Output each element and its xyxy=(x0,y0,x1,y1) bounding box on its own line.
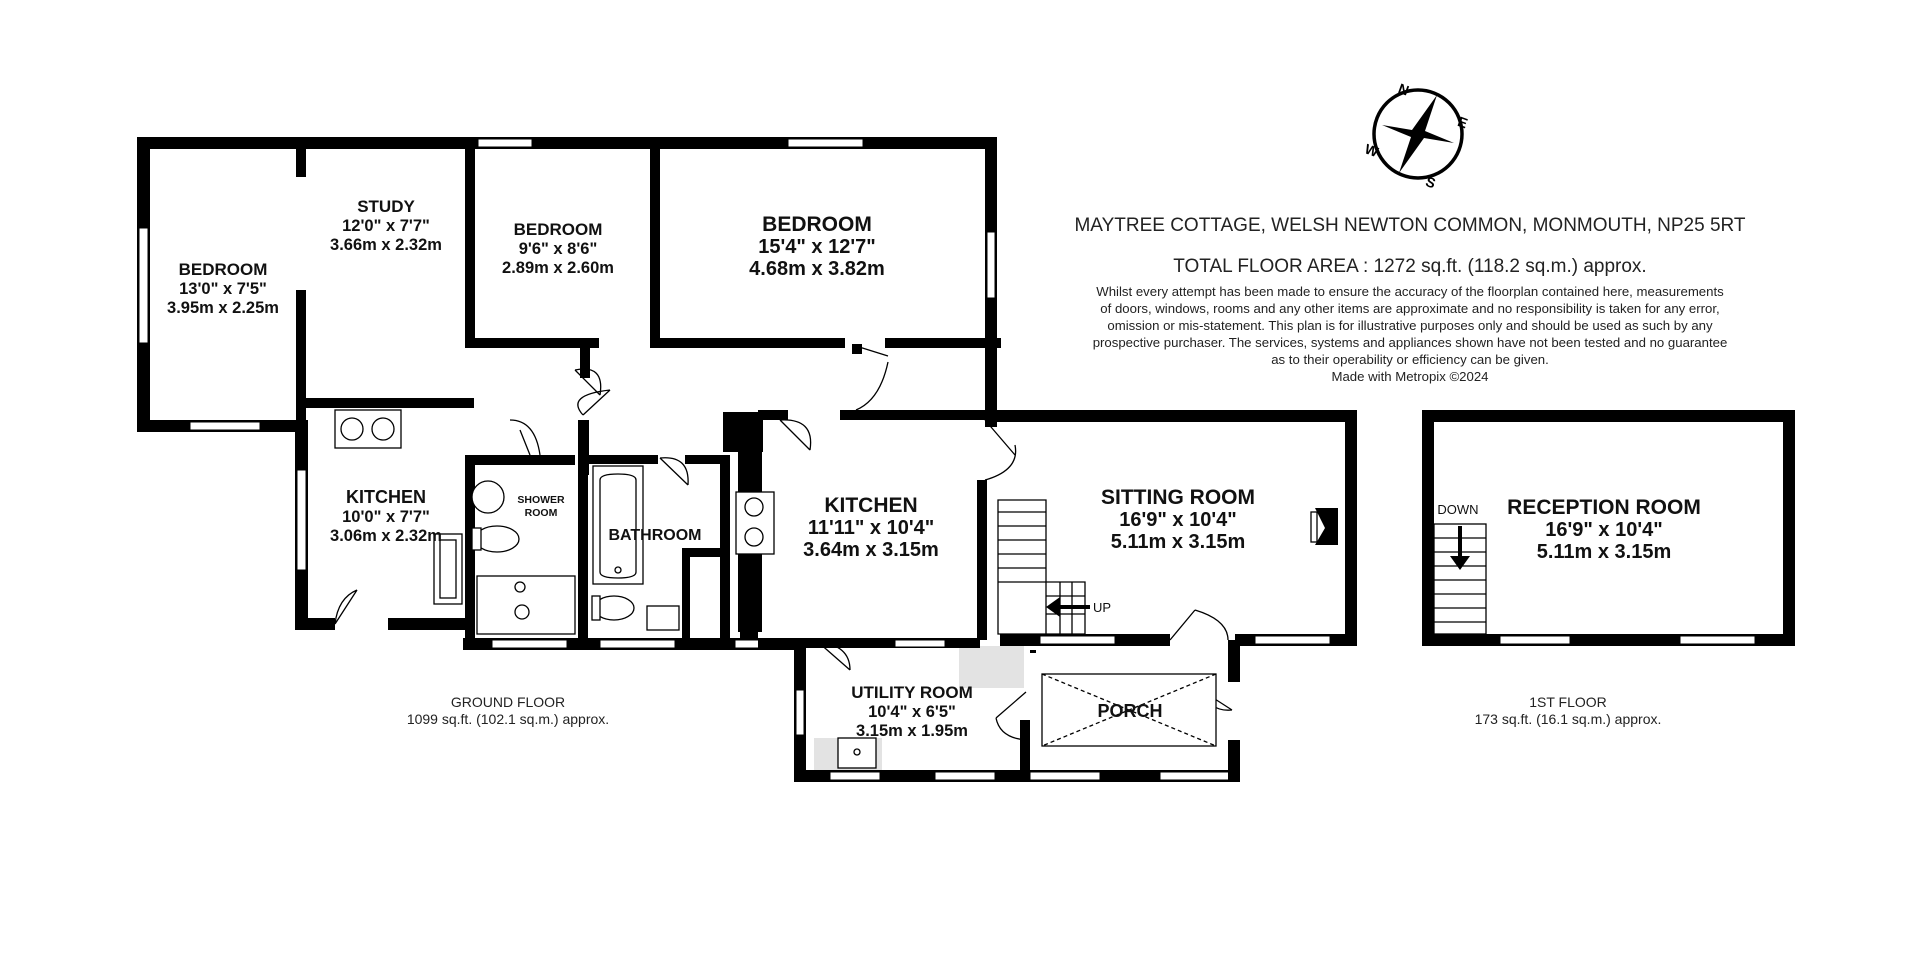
floor-area: 173 sq.ft. (16.1 sq.m.) approx. xyxy=(1474,711,1662,727)
room-name: PORCH xyxy=(1097,701,1163,721)
stairs-up-label: UP xyxy=(1092,600,1112,615)
floor-label: GROUND FLOOR xyxy=(450,694,566,710)
room-name: BATHROOM xyxy=(608,527,702,544)
total-floor-area: TOTAL FLOOR AREA : 1272 sq.ft. (118.2 sq.m.) approx. xyxy=(1173,256,1647,277)
disclaimer-credit: Made with Metropix ©2024 xyxy=(1331,369,1489,384)
disclaimer-line: Whilst every attempt has been made to ensure the accuracy of the floorplan contained here, measurements xyxy=(1096,284,1724,299)
room-imperial: 16'9" x 10'4" xyxy=(1545,519,1663,541)
stairs-down-label: DOWN xyxy=(1437,502,1479,517)
room-metric: 5.11m x 3.15m xyxy=(1110,531,1246,553)
room-imperial: 12'0" x 7'7" xyxy=(342,217,430,235)
compass-north: N xyxy=(1396,80,1412,99)
room-kitchen-main xyxy=(803,494,939,561)
room-metric: 3.95m x 2.25m xyxy=(167,299,279,317)
room-metric: 3.06m x 2.32m xyxy=(330,527,442,545)
room-metric: 2.89m x 2.60m xyxy=(502,259,614,277)
property-address: MAYTREE COTTAGE, WELSH NEWTON COMMON, MONMOUTH, NP25 5RT xyxy=(1074,215,1746,236)
room-utility-room xyxy=(851,683,973,740)
room-imperial: 16'9" x 10'4" xyxy=(1119,509,1237,531)
room-bathroom xyxy=(608,527,701,544)
disclaimer-line: prospective purchaser. The services, systems and appliances shown have not been tested and no guarantee xyxy=(1092,335,1728,350)
floor-area: 1099 sq.ft. (102.1 sq.m.) approx. xyxy=(406,711,610,727)
room-name: STUDY xyxy=(357,197,415,216)
room-name: KITCHEN xyxy=(346,487,426,507)
room-name: UTILITY ROOM xyxy=(851,683,973,702)
room-study xyxy=(330,197,442,254)
room-kitchen-small xyxy=(330,487,442,545)
compass-star-icon xyxy=(1382,95,1454,173)
room-imperial: 9'6" x 8'6" xyxy=(518,240,598,258)
room-name: SHOWER xyxy=(517,494,565,506)
room-name: BEDROOM xyxy=(513,220,603,239)
room-imperial: 11'11" x 10'4" xyxy=(807,517,935,539)
room-name: RECEPTION ROOM xyxy=(1507,496,1701,519)
first-floor-caption xyxy=(1475,694,1662,727)
room-name: ROOM xyxy=(524,507,558,519)
room-metric: 5.11m x 3.15m xyxy=(1536,541,1672,563)
floor-label: 1ST FLOOR xyxy=(1529,694,1607,710)
room-imperial: 13'0" x 7'5" xyxy=(179,280,267,298)
room-name: KITCHEN xyxy=(824,494,918,517)
room-imperial: 10'0" x 7'7" xyxy=(342,508,430,526)
room-metric: 3.15m x 1.95m xyxy=(856,722,968,740)
room-metric: 3.66m x 2.32m xyxy=(330,236,442,254)
compass xyxy=(1363,80,1470,191)
compass-west: W xyxy=(1362,140,1381,161)
room-name: SITTING ROOM xyxy=(1101,486,1255,509)
room-sitting-room xyxy=(1101,486,1255,553)
room-bedroom-main xyxy=(749,213,885,280)
room-shower-room xyxy=(517,494,565,519)
room-metric: 3.64m x 3.15m xyxy=(803,539,939,561)
room-reception-room xyxy=(1507,496,1701,563)
compass-south: S xyxy=(1423,173,1438,192)
room-name: BEDROOM xyxy=(762,213,872,236)
room-imperial: 10'4" x 6'5" xyxy=(868,703,956,721)
disclaimer-line: omission or mis-statement. This plan is for illustrative purposes only and should be used as such by any xyxy=(1107,318,1713,333)
room-bedroom-mid xyxy=(502,220,614,277)
room-bedroom-left xyxy=(167,260,279,317)
room-imperial: 15'4" x 12'7" xyxy=(758,236,876,258)
room-name: BEDROOM xyxy=(178,260,268,279)
disclaimer xyxy=(1093,284,1728,384)
compass-east: E xyxy=(1455,113,1470,132)
room-porch xyxy=(1097,701,1162,721)
disclaimer-line: of doors, windows, rooms and any other items are approximate and no responsibility is taken for any error, xyxy=(1100,301,1720,316)
ground-floor-caption xyxy=(407,694,609,727)
disclaimer-line: as to their operability or efficiency can be given. xyxy=(1271,352,1549,367)
room-metric: 4.68m x 3.82m xyxy=(749,258,885,280)
